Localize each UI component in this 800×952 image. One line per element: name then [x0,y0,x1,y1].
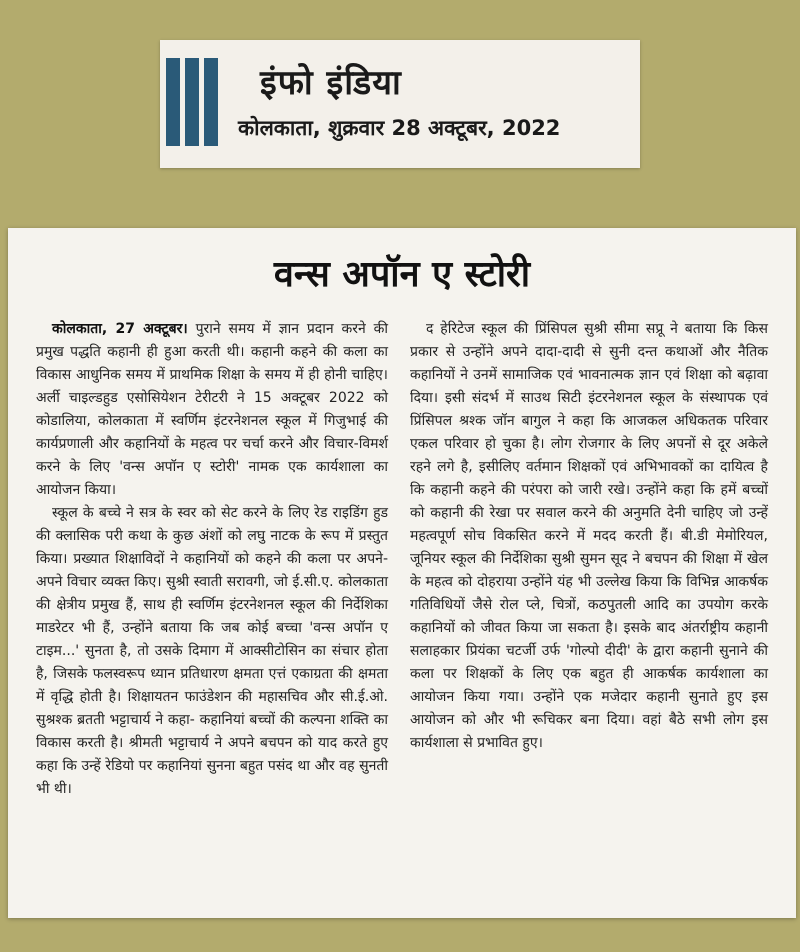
publication-title: इंफो इंडिया [260,63,402,103]
masthead-logo-bars [166,58,220,146]
paragraph-text: पुराने समय में ज्ञान प्रदान करने की प्रमुख पद्धति कहानी ही हुआ करती थी। कहानी कहने की कला का विकास आधुनिक समय में प्राथमिक शिक्षा के समय में ही होनी चाहिए। अर्ली चाइल्डहुड एसोसियेशन टेरीटरी ने 15 अक्टूबर 2022 को कोडालिया, कोलकाता में स्वर्णिम इंटरनेशनल स्कूल में गिजुभाई की कार्यप्रणाली और कहानियों के महत्व पर चर्चा करने और विचार-विमर्श करने के लिए 'वन्स अपॉन ए स्टोरी' नामक एक कार्यशाला का आयोजन किया। [36,321,389,498]
logo-bar [166,58,180,146]
article-dateline: कोलकाता, 27 अक्टूबर। [52,321,188,337]
article-column-right [410,318,768,755]
article-paragraph: द हेरिटेज स्कूल की प्रिंसिपल सुश्री सीमा सप्रू ने बताया कि किस प्रकार से उन्होंने अपने दादा-दादी से सुनी दन्त कथाओं और नैतिक कहानियों ने उनमें सामाजिक एवं भावनात्मक ज्ञान एवं शिक्षा को बढ़ावा दिया। इसी संदर्भ में साउथ सिटी इंटरनेशनल स्कूल के संस्थापक एवं प्रिंसिपल श्रश्क जॉन बागुल ने कहा कि आजकल अधिकतक परिवार एकल परिवार हो चुका है। लोग रोजगार के लिए अपनों से दूर अकेले रहने लगे है, इसीलिए वर्तमान शिक्षकों एवं अभिभावकों का दायित्व है कि कहानी कहने की परंपरा को जारी रखे। उन्होंने कहा कि हमें बच्चों को कहानी की रेखा पर सवाल करने की अनुमति देनी चाहिए जो उन्हें महत्वपूर्ण सोच विकसित करने में मदद करती हैं। बी.डी मेमोरियल, जूनियर स्कूल की निर्देशिका सुश्री सुमन सूद ने बचपन की शिक्षा में खेल के महत्व को दोहराया उन्होंने यंह भी उल्लेख किया कि विभिन्न आकर्षक गतिविधियों जैसे रोल प्ले, चित्रों, कठपुतली आदि का उपयोग करके कहानियों को जीवत किया जा सकता है। इसके बाद अंतर्राष्ट्रीय कहानी सलाहकार प्रियंका चटर्जी उर्फ 'गोल्पो दीदी' के द्वारा कहानी सुनाने की कला पर शिक्षकों के लिए एक बहुत ही आकर्षक कार्यशाला का आयोजन किया गया। उन्होंने एक मजेदार कहानी सुनाते हुए इस आयोजन को और भी रूचिकर बना दिया। वहां बैठे सभी लोग इस कार्यशाला से प्रभावित हुए। [410,321,768,751]
logo-bar [204,58,218,146]
article-clipping [8,228,796,918]
article-column-left [36,318,388,801]
logo-bar [185,58,199,146]
article-headline: वन्स अपॉन ए स्टोरी [273,254,531,295]
masthead [160,40,640,168]
publication-dateline: कोलकाता, शुक्रवार 28 अक्टूबर, 2022 [238,116,561,140]
article-paragraph: स्कूल के बच्चे ने सत्र के स्वर को सेट करने के लिए रेड राइडिंग हुड की क्लासिक परी कथा के कुछ अंशों को लघु नाटक के रूप में प्रस्तुत किया। प्रख्यात शिक्षाविदों ने कहानियों को कहने की कला पर अपने-अपने विचार व्यक्त किए। सुश्री स्वाती सरावगी, जो ई.सी.ए. कोलकाता की क्षेत्रीय प्रमुख हैं, साथ ही स्वर्णिम इंटरनेशनल स्कूल की निर्देशिका माडरेटर भी हैं, उन्होंने बताया कि जब कोई बच्चा 'वन्स अपॉन ए टाइम...' सुनता है, तो उसके दिमाग में आक्सीटोसिन का संचार होता है, जिसके फलस्वरूप ध्यान प्रतिधारण क्षमता एत्तं एकाग्रता की क्षमता में वृद्धि होती है। शिक्षायतन फाउंडेशन की महासचिव और सी.ई.ओ. सुश्रश्क ब्रतती भट्टाचार्य ने कहा- कहानियां बच्चों की कल्पना शक्ति का विकास करती है। श्रीमती भट्टाचार्य ने अपने बचपन को याद करते हुए कहा कि उन्हें रेडियो पर कहानियां सुनना बहुत पसंद था और वह सुनती भी थी। [36,505,388,797]
article-paragraph [36,318,388,502]
